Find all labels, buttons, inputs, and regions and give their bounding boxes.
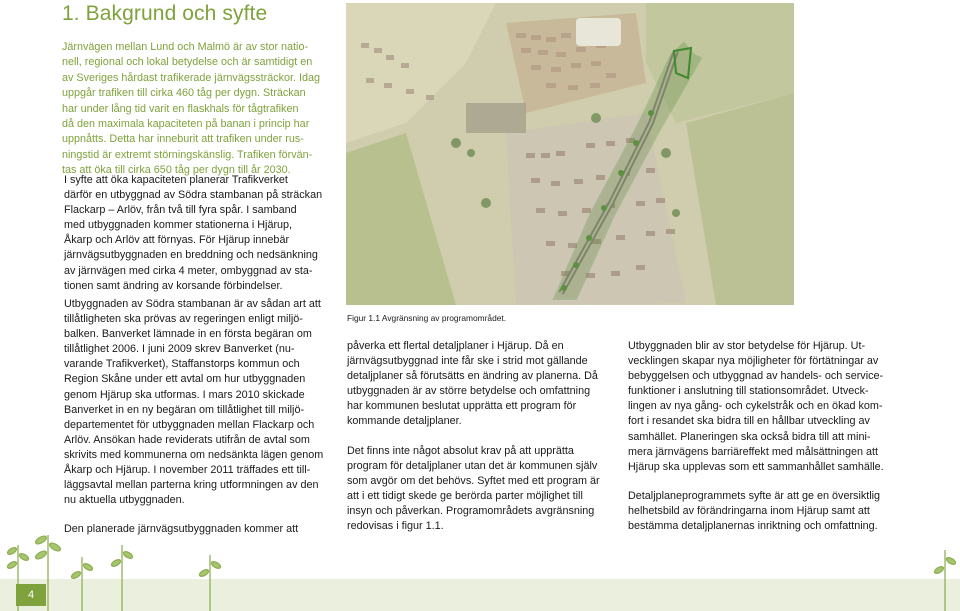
- intro-paragraph: [62, 40, 324, 179]
- text-line: program för detaljplaner utan det är kommunen själv: [347, 459, 598, 472]
- paragraph: [64, 297, 326, 508]
- text-line: Banverket in en ny begäran om tillåtlighet till miljö-: [64, 403, 305, 416]
- text-line: redovisas i figur 1.1.: [347, 520, 444, 533]
- intro-line: ningstid är extremt störningskänslig. Trafiken förvän-: [62, 148, 313, 161]
- text-line: Utbyggnaden blir av stor betydelse för Hjärup. Ut-: [628, 340, 866, 352]
- text-line: bestämma detaljplanernas inriktning och omfattning.: [628, 520, 878, 533]
- text-line: Den planerade järnvägsutbyggnaden kommer att: [64, 523, 299, 536]
- text-line: departementet för utbyggnaden mellan Flackarp och: [64, 418, 315, 431]
- text-line: med utbyggnaden kommer stationerna i Hjärup,: [64, 219, 293, 232]
- paragraph: [347, 339, 609, 430]
- text-line: Åkarp och Hjärup. I november 2011 träffades ett till-: [64, 464, 311, 477]
- text-line: funktioner i anslutning till stationsområdet. Utveck-: [628, 385, 869, 398]
- text-line: av järnvägen med cirka 4 meter, ombyggnad av sta-: [64, 264, 313, 277]
- plant-decoration-icon: [0, 495, 960, 611]
- text-line: Det finns inte något absolut krav på att upprätta: [347, 444, 574, 457]
- text-line: därför en utbyggnad av Södra stambanan på sträckan: [64, 189, 323, 202]
- page-number: 4: [16, 584, 46, 606]
- figure-caption: Figur 1.1 Avgränsning av programområdet.: [347, 313, 507, 323]
- text-line: Region Skåne under ett avtal om hur utbyggnaden: [64, 373, 306, 386]
- intro-line: då den maximala kapaciteten på banan i princip har: [62, 118, 310, 131]
- intro-line: har under lång tid varit en flaskhals för tågtrafiken: [62, 102, 299, 115]
- text-line: samhället. Planeringen ska också bidra till att mini-: [628, 430, 871, 443]
- text-line: nu aktuella utbyggnaden.: [64, 494, 185, 507]
- text-line: Detaljplaneprogrammets syfte är att ge en översiktlig: [628, 489, 881, 502]
- text-line: tillåtligheten ska prövas av regeringen enligt miljö-: [64, 313, 303, 326]
- text-line: I syfte att öka kapaciteten planerar Trafikverket: [64, 174, 288, 186]
- intro-line: Järnvägen mellan Lund och Malmö är av stor natio-: [62, 41, 309, 53]
- text-line: balken. Banverket lämnade in en första begäran om: [64, 328, 312, 341]
- aerial-map: [346, 3, 794, 305]
- text-line: påverka ett flertal detaljplaner i Hjärup. Då en: [347, 340, 564, 352]
- page-title: 1. Bakgrund och syfte: [62, 2, 268, 25]
- text-line: tillåtlighet 2006. I juni 2009 skrev Banverket (nu-: [64, 343, 295, 356]
- text-line: att i ett tidigt skede ge berörda parter möjlighet till: [347, 489, 583, 502]
- text-line: tionen samt ändring av korsande förbindelser.: [64, 279, 283, 292]
- text-line: varande Trafikverket), Staffanstorps kommun och: [64, 358, 300, 371]
- text-line: Hjärup ska upplevas som ett sammanhållet samhälle.: [628, 460, 884, 473]
- intro-line: uppgår trafiken till cirka 460 tåg per dygn. Sträckan: [62, 87, 306, 100]
- text-line: mera järnvägens barriäreffekt med målsättningen att: [628, 445, 879, 458]
- intro-line: tas att öka till cirka 650 tåg per dygn till år 2030.: [62, 164, 291, 177]
- text-line: fort i resandet ska bidra till en hållbar utveckling av: [628, 415, 870, 428]
- text-line: utbyggnaden är av större betydelse och omfattning: [347, 385, 591, 398]
- text-line: kommande detaljplaner.: [347, 415, 462, 428]
- text-line: vecklingen skapar nya möjligheter för förtätningar av: [628, 355, 879, 368]
- text-line: insyn och påverkan. Programområdets avgränsning: [347, 504, 595, 517]
- text-line: lingen av nya gång- och cykelstråk och en ökad kom-: [628, 400, 883, 413]
- intro-line: uppnåtts. Detta har inneburit att trafiken under rus-: [62, 133, 304, 146]
- intro-line: av Sveriges hårdast trafikerade järnvägssträckor. Idag: [62, 71, 321, 84]
- text-line: detaljplaner så förutsätts en ändring av planerna. Då: [347, 370, 598, 383]
- text-line: järnvägsutbyggnad inte får ske i strid mot gällande: [347, 355, 588, 368]
- text-line: bebyggelsen och utbyggnad av handels- och service-: [628, 370, 884, 383]
- text-line: Flackarp – Arlöv, från två till fyra spår. I samband: [64, 204, 297, 217]
- text-line: genom Hjärup ska utformas. I mars 2010 skickade: [64, 388, 305, 401]
- paragraph: [628, 339, 890, 475]
- text-line: Åkarp och Arlöv att förnyas. För Hjärup innebär: [64, 234, 290, 247]
- text-line: skrivits med kommunerna om nedsänkta lägen genom: [64, 448, 324, 461]
- text-line: som avgör om det behövs. Syftet med ett program är: [347, 474, 600, 487]
- text-line: helhetsbild av förändringarna inom Hjärup samt att: [628, 504, 870, 517]
- text-line: järnvägsutbyggnaden en breddning och nedsänkning: [64, 249, 318, 262]
- text-line: Arlöv. Ansökan hade reviderats utifrån de avtal som: [64, 433, 310, 446]
- text-line: har kommunen beslutat upprätta ett program för: [347, 400, 577, 413]
- paragraph-syfte: [64, 173, 326, 294]
- text-line: läggsavtal mellan parterna kring utformningen av den: [64, 479, 319, 492]
- text-line: Utbyggnaden av Södra stambanan är av sådan art att: [64, 298, 321, 310]
- intro-line: nell, regional och lokal betydelse och är samtidigt en: [62, 56, 313, 69]
- aerial-map-image: [346, 3, 794, 305]
